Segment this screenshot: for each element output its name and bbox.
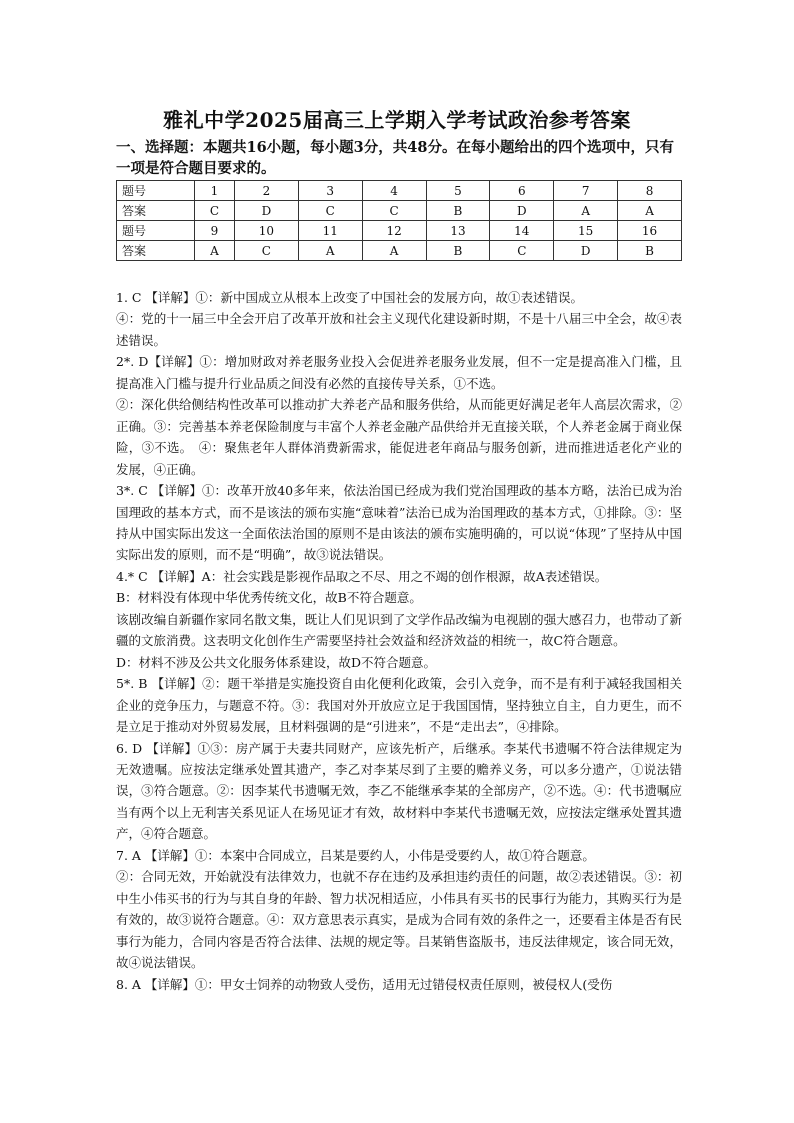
answer-cell: 5 (426, 181, 490, 201)
answer-cell: A (362, 241, 426, 261)
answer-cell: 4 (362, 181, 426, 201)
answer-cell: 2 (234, 181, 298, 201)
explanation-paragraph: D：材料不涉及公共文化服务体系建设，故D不符合题意。 (116, 654, 437, 670)
explanation-paragraph: 6. D 【详解】①③：房产属于夫妻共同财产，应该先析产，后继承。李某代书遗嘱不符合法律规定为无效遗嘱。应按法定继承处置其遗产，李乙对李某尽到了主要的赡养义务，可以多分遗产，①说法错误，③符合题意。②：因李某代书遗嘱无效，李乙不能继承李某的全部房产，②不选。④：代书遗嘱应当有两个以上无利害关系见证人在场见证才有效，故材料中李某代书遗嘱无效，应按法定继承处置其遗产，④符合题意。 (116, 740, 682, 842)
answer-cell: A (298, 241, 362, 261)
answer-cell: A (554, 201, 618, 221)
explanation-paragraph: 3*. C 【详解】①：改革开放40多年来，依法治国已经成为我们党治国理政的基本方略，法治已成为治国理政的基本方式，而不是该法的颁布实施“意味着”法治已成为治国理政的基本方式，①排除。③：坚持从中国实际出发这一全面依法治国的原则不是由该法的颁布实施明确的，可以说“体现”了坚持从中国实际出发的原则，而不是“明确”，故③说法错误。 (116, 483, 682, 563)
answer-cell: C (234, 241, 298, 261)
answer-cell: 3 (298, 181, 362, 201)
explanation-body (116, 287, 682, 995)
answer-cell: 11 (298, 221, 362, 241)
explanation-paragraph: ④：党的十一届三中全会开启了改革开放和社会主义现代化建设新时期，不是十八届三中全会，故④表述错误。 (116, 311, 682, 348)
explanation-paragraph: 1. C 【详解】①：新中国成立从根本上改变了中国社会的发展方向，故①表述错误。 (116, 290, 583, 305)
answer-table-row (117, 181, 682, 201)
answer-cell: C (298, 201, 362, 221)
explanation-paragraph: 4.* C 【详解】A：社会实践是影视作品取之不尽、用之不竭的创作根源，故A表述错误。 (116, 568, 608, 584)
answer-cell: D (490, 201, 554, 221)
answer-cell: A (618, 201, 682, 221)
answer-cell: B (618, 241, 682, 261)
answer-cell: 13 (426, 221, 490, 241)
answer-cell: C (195, 201, 235, 221)
answer-cell: 12 (362, 221, 426, 241)
row-header-cell: 答案 (117, 241, 195, 261)
answer-table (116, 180, 682, 261)
answer-cell: 8 (618, 181, 682, 201)
row-header-cell: 题号 (117, 221, 195, 241)
answer-cell: A (195, 241, 235, 261)
answer-cell: 9 (195, 221, 235, 241)
page-title: 雅礼中学2025届高三上学期入学考试政治参考答案 (163, 108, 631, 132)
answer-cell: 16 (618, 221, 682, 241)
section-heading: 一、选择题：本题共16小题，每小题3分，共48分。在每小题给出的四个选项中，只有一项是符合题目要求的。 (116, 139, 674, 177)
answer-cell: 1 (195, 181, 235, 201)
answer-cell: 14 (490, 221, 554, 241)
answer-cell: D (554, 241, 618, 261)
explanation-paragraph: 5*. B 【详解】②：题干举措是实施投资自由化便利化政策，会引入竞争，而不是有利于减轻我国相关企业的竞争压力，与题意不符。③：我国对外开放应立足于我国国情，坚持独立自主，自力更生，而不是立足于推动对外贸易发展，且材料强调的是“引进来”，不是“走出去”，④排除。 (116, 676, 682, 735)
answer-cell: C (490, 241, 554, 261)
explanation-paragraph: B：材料没有体现中华优秀传统文化，故B不符合题意。 (116, 590, 422, 606)
answer-cell: B (426, 201, 490, 221)
explanation-paragraph: ②：深化供给侧结构性改革可以推动扩大养老产品和服务供给，从而能更好满足老年人高层次需求，②正确。③：完善基本养老保险制度与丰富个人养老金融产品供给并无直接关联，个人养老金属于商业保险，③不选。 ④：聚焦老年人群体消费新需求，能促进老年商品与服务创新，进而推进适老化产业的发展，④正确。 (116, 397, 682, 477)
row-header-cell: 答案 (117, 201, 195, 221)
answer-cell: B (426, 241, 490, 261)
answer-cell: 7 (554, 181, 618, 201)
answer-cell: 10 (234, 221, 298, 241)
answer-cell: C (362, 201, 426, 221)
answer-cell: 6 (490, 181, 554, 201)
answer-cell: 15 (554, 221, 618, 241)
explanation-paragraph: 8. A 【详解】①：甲女士饲养的动物致人受伤，适用无过错侵权责任原则，被侵权人(受伤 (116, 976, 613, 992)
explanation-paragraph: 7. A 【详解】①：本案中合同成立，吕某是要约人，小伟是受要约人，故①符合题意。 (116, 847, 595, 863)
answer-cell: D (234, 201, 298, 221)
answer-table-row (117, 241, 682, 261)
explanation-paragraph: ②：合同无效，开始就没有法律效力，也就不存在违约及承担违约责任的问题，故②表述错误。③：初中生小伟买书的行为与其自身的年龄、智力状况相适应，小伟具有买书的民事行为能力，其购买行为是有效的，故③说符合题意。④：双方意思表示真实，是成为合同有效的条件之一，还要看主体是否有民事行为能力，合同内容是否符合法律、法规的规定等。吕某销售盗版书，违反法律规定，该合同无效，故④说法错误。 (116, 869, 682, 971)
explanation-paragraph: 该剧改编自新疆作家同名散文集，既让人们见识到了文学作品改编为电视剧的强大感召力，也带动了新疆的文旅消费。这表明文化创作生产需要坚持社会效益和经济效益的相统一，故C符合题意。 (116, 611, 682, 649)
answer-table-row (117, 201, 682, 221)
row-header-cell: 题号 (117, 181, 195, 201)
answer-table-row (117, 221, 682, 241)
explanation-paragraph: 2*. D【详解】①：增加财政对养老服务业投入会促进养老服务业发展，但不一定是提高准入门槛，且提高准入门槛与提升行业品质之间没有必然的直接传导关系，①不选。 (116, 354, 682, 391)
